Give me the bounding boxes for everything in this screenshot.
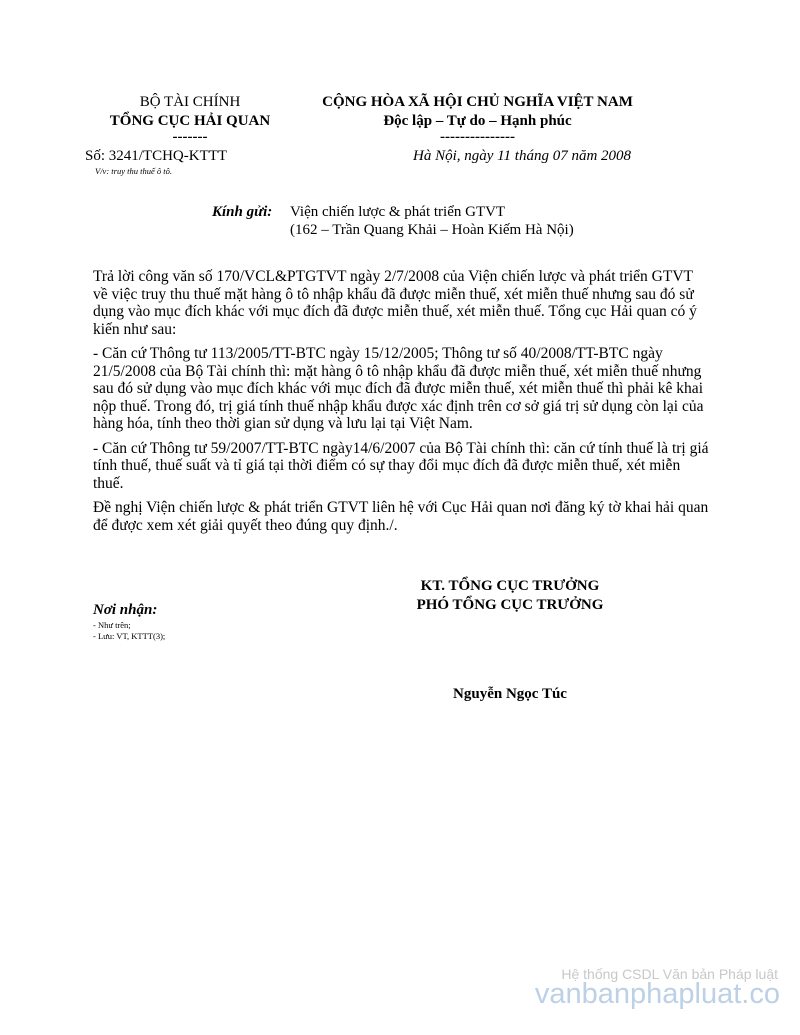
signature-block (385, 577, 635, 615)
signature-title: KT. TỔNG CỤC TRƯỞNG (420, 578, 600, 594)
body-paragraph: - Căn cứ Thông tư 113/2005/TT-BTC ngày 15/12/2005; Thông tư số 40/2008/TT-BTC ngày 21/5/2008 của Bộ Tài chính thì: mặt hàng ô tô nhập khẩu đã được miễn thuế, xét miễn thuế nhưng sau đó sử dụng vào mục đích khác với mục đích đã được miễn thuế, xét miễn thuế thì phải kê khai nộp thuế. Trong đó, trị giá tính thuế nhập khẩu được xác định trên cơ sở giá trị sử dụng còn lại của hàng hóa, tính theo thời gian sử dụng và lưu lại tại Việt Nam. (93, 345, 704, 432)
body-paragraph: Trả lời công văn số 170/VCL&PTGTVT ngày 2/7/2008 của Viện chiến lược và phát triển GTVT về việc truy thu thuế mặt hàng ô tô nhập khẩu đã được miễn thuế, xét miễn thuế nhưng sau đó sử dụng vào mục đích khác với mục đích đã được miễn thuế, xét miễn thuế. Tổng cục Hải quan có ý kiến như sau: (93, 268, 697, 338)
document-number: Số: 3241/TCHQ-KTTT (85, 148, 228, 164)
signer-name: Nguyễn Ngọc Túc (453, 686, 567, 702)
watermark-caption: Hệ thống CSDL Văn bản Pháp luật (561, 966, 778, 982)
recipient-item: - Lưu: VT, KTTT(3); (93, 631, 166, 641)
department-name: TỔNG CỤC HẢI QUAN (109, 113, 271, 129)
document-body (93, 268, 711, 541)
watermark-site: vanbanphapluat.co (534, 978, 780, 1010)
national-heading (300, 93, 655, 145)
country-name: CỘNG HÒA XÃ HỘI CHỦ NGHĨA VIỆT NAM (322, 94, 633, 110)
recipients-title: Nơi nhận: (93, 602, 158, 618)
ministry-name: BỘ TÀI CHÍNH (139, 94, 241, 110)
national-motto: Độc lập – Tự do – Hạnh phúc (383, 113, 572, 129)
body-paragraph: - Căn cứ Thông tư 59/2007/TT-BTC ngày14/6/2007 của Bộ Tài chính thì: căn cứ tính thuế là trị giá tính thuế, thuế suất và tỉ giá tại thời điểm có sự thay đổi mục đích đã được miễn thuế, xét miễn thuế. (93, 439, 709, 492)
document-subject: V/v: truy thu thuế ô tô. (95, 166, 172, 176)
recipients-list (93, 620, 165, 642)
motto-separator: --------------- (440, 129, 515, 145)
recipient-name: Viện chiến lược & phát triển GTVT (290, 204, 506, 220)
issuer-block (85, 93, 295, 145)
body-paragraph: Đề nghị Viện chiến lược & phát triển GTVT liên hệ với Cục Hải quan nơi đăng ký tờ khai hải quan để được xem xét giải quyết theo đúng quy định./. (93, 499, 709, 534)
recipient-item: - Như trên; (93, 620, 131, 630)
document-date: Hà Nội, ngày 11 tháng 07 năm 2008 (413, 148, 632, 164)
recipient-label: Kính gửi: (212, 204, 273, 220)
issuer-separator: ------- (172, 129, 208, 145)
signature-position: PHÓ TỔNG CỤC TRƯỞNG (416, 597, 604, 613)
recipient-address: (162 – Trần Quang Khải – Hoàn Kiếm Hà Nội) (290, 222, 574, 238)
